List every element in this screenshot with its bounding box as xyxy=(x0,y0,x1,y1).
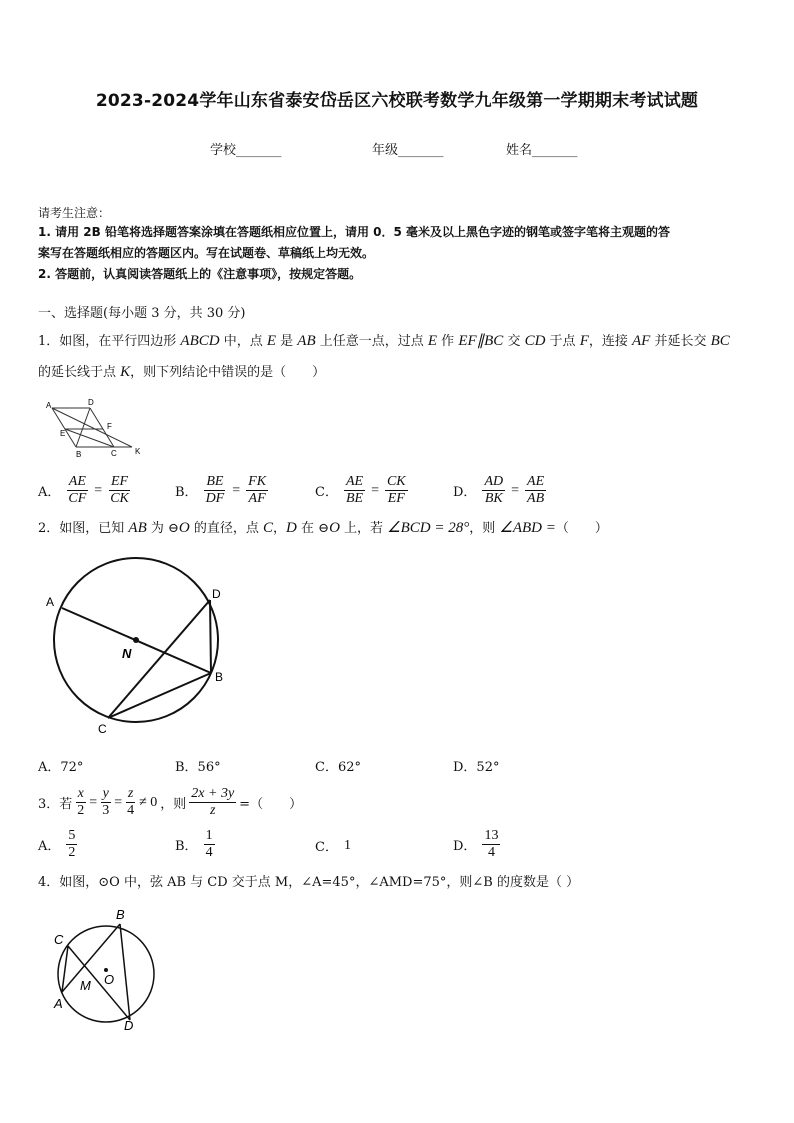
question-2-option-b[interactable]: B．56° xyxy=(175,760,221,775)
fig1-label-E: E xyxy=(60,429,66,438)
question-1-line-2: 的延长线于点 K，则下列结论中错误的是（ ） xyxy=(38,364,326,380)
question-1-option-a[interactable]: A． $\frac{AE}{CF}$ = $\frac{EF}{CK}$ xyxy=(38,474,129,506)
notice-line-2: 2. 答题前，认真阅读答题纸上的《注意事项》，按规定答题。 xyxy=(38,267,362,281)
question-2-text: 2．如图，已知 AB 为 ⊖O 的直径，点 C，D 在 ⊖O 上，若 ∠BCD = 28°，则 ∠ABD =（ ） xyxy=(38,520,608,536)
name-field: 姓名_______ xyxy=(506,143,578,158)
fig1-label-F: F xyxy=(107,422,112,431)
fig2-label-N: N xyxy=(122,646,132,661)
question-3-option-c[interactable]: C． 1 xyxy=(315,837,351,855)
question-2-option-a[interactable]: A．72° xyxy=(38,760,84,775)
question-1-figure xyxy=(40,396,150,460)
fig1-label-B: B xyxy=(76,450,82,459)
school-field: 学校_______ xyxy=(210,143,282,158)
fig4-label-D: D xyxy=(124,1018,134,1033)
page-title: 2023-2024学年山东省泰安岱岳区六校联考数学九年级第一学期期末考试试题 xyxy=(95,91,699,111)
fig2-label-C: C xyxy=(98,722,107,736)
question-4-figure xyxy=(48,902,168,1034)
question-2-figure xyxy=(34,552,234,742)
notice-line-1a: 1. 请用 2B 铅笔将选择题答案涂填在答题纸相应位置上，请用 0．5 毫米及以上黑色字迹的钢笔或签字笔将主观题的答 xyxy=(38,225,670,239)
question-2-option-c[interactable]: C．62° xyxy=(315,760,361,775)
fig4-label-M: M xyxy=(80,978,91,993)
fig4-label-B: B xyxy=(116,907,125,922)
fig2-label-B: B xyxy=(215,670,224,684)
fig2-label-A: A xyxy=(46,595,55,609)
question-1-line-1: 1．如图，在平行四边形 ABCD 中，点 E 是 AB 上任意一点，过点 E 作 EF∥BC 交 CD 于点 F，连接 AF 并延长交 BC xyxy=(38,333,730,349)
question-3-text: 3．若 $\frac{x}{2}$ = $\frac{y}{3}$ = $\frac{z}{4}$ ≠ 0 ，则 $\frac{2x + 3y}{z}$ =（ ） xyxy=(38,786,303,818)
question-1-option-c[interactable]: C． $\frac{AE}{BE}$ = $\frac{CK}{EF}$ xyxy=(315,474,406,506)
question-2-option-d[interactable]: D．52° xyxy=(453,760,500,775)
fig1-label-A: A xyxy=(46,401,52,410)
fig1-label-D: D xyxy=(88,398,94,407)
question-3-option-b[interactable]: B． $\frac{1}{4}$ xyxy=(175,828,213,860)
question-3-option-d[interactable]: D． $\frac{13}{4}$ xyxy=(453,828,499,860)
question-4-text: 4．如图，⊙O 中，弦 AB 与 CD 交于点 M，∠A=45°，∠AMD=75°，则∠B 的度数是（ ） xyxy=(38,875,580,890)
fig1-label-C: C xyxy=(111,449,117,458)
question-1-option-d[interactable]: D． $\frac{AD}{BK}$ = $\frac{AE}{AB}$ xyxy=(453,474,545,506)
fig4-label-A: A xyxy=(54,996,63,1011)
fig4-label-O: O xyxy=(104,972,115,987)
section-heading: 一、选择题(每小题 3 分，共 30 分) xyxy=(38,306,246,321)
fig4-label-C: C xyxy=(54,932,64,947)
notice-heading: 请考生注意： xyxy=(38,206,111,220)
notice-line-1b: 案写在答题纸相应的答题区内。写在试题卷、草稿纸上均无效。 xyxy=(38,246,375,260)
question-1-option-b[interactable]: B． $\frac{BE}{DF}$ = $\frac{FK}{AF}$ xyxy=(175,474,267,506)
grade-field: 年级_______ xyxy=(372,143,444,158)
question-3-option-a[interactable]: A． $\frac{5}{2}$ xyxy=(38,828,76,860)
fig1-label-K: K xyxy=(135,447,141,456)
fig2-label-D: D xyxy=(212,587,221,601)
